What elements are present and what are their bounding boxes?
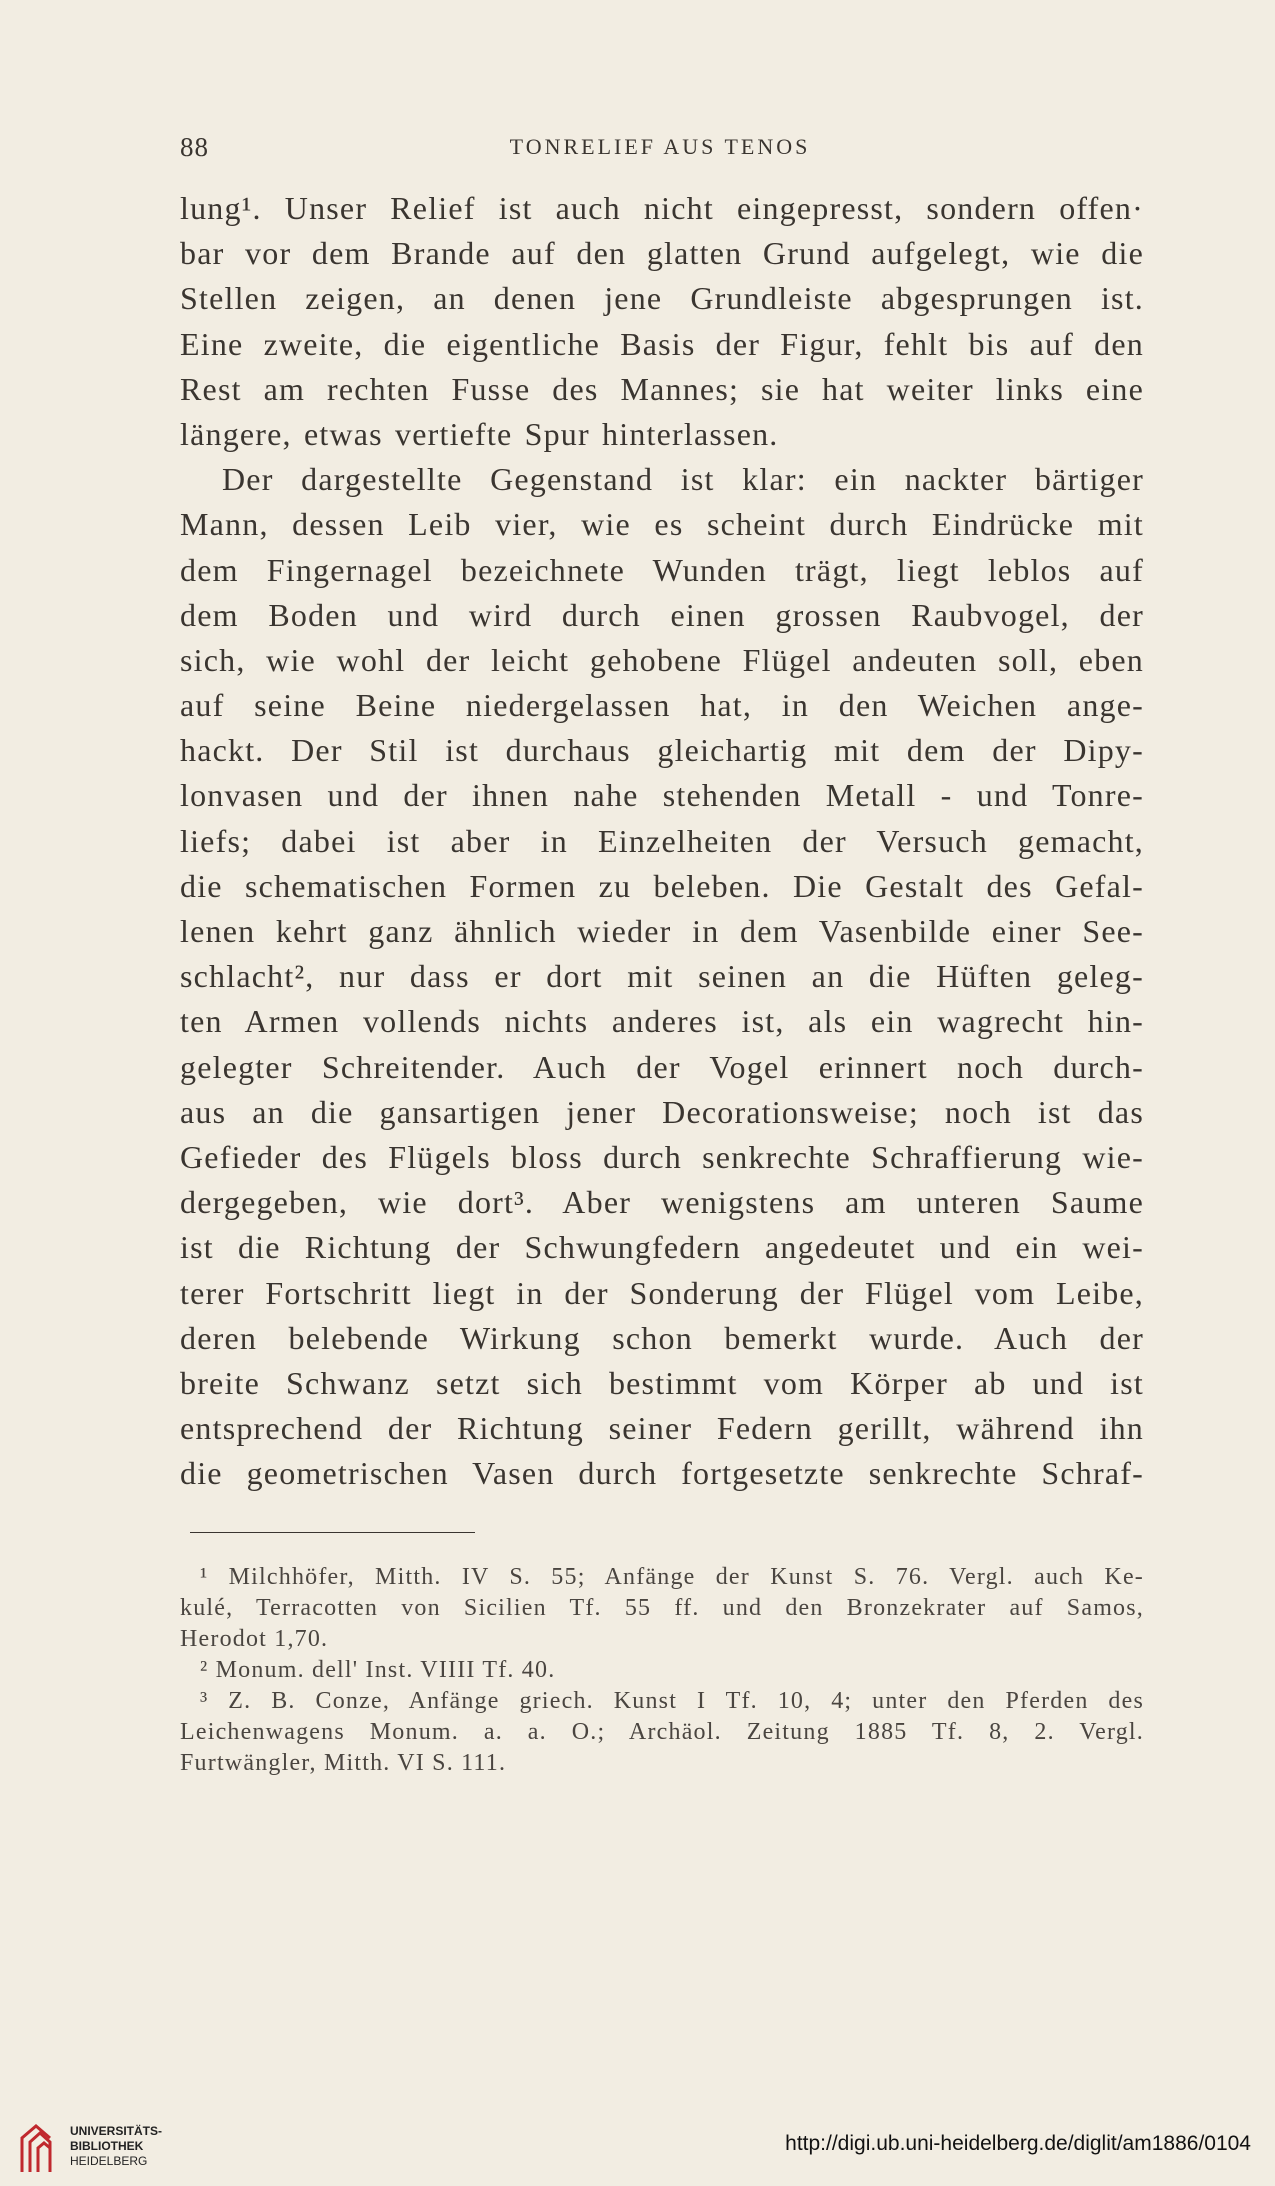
text-line: gelegter Schreitender. Auch der Vogel erinnert noch durch- [180,1048,1144,1085]
page-header [180,132,1140,172]
text-line: die schematischen Formen zu beleben. Die Gestalt des Gefal- [180,867,1144,904]
text-line: Eine zweite, die eigentliche Basis der Figur, fehlt bis auf den [180,325,1144,362]
text-line: Mann, dessen Leib vier, wie es scheint durch Eindrücke mit [180,506,1144,543]
page-number: 88 [180,132,209,162]
footnote-line: ¹ Milchhöfer, Mitth. IV S. 55; Anfänge der Kunst S. 76. Vergl. auch Ke- [200,1564,1144,1590]
text-line: Stellen zeigen, an denen jene Grundleiste abgesprungen ist. [180,280,1144,317]
text-line: aus an die gansartigen jener Decorationsweise; noch ist das [180,1093,1144,1130]
text-line: ist die Richtung der Schwungfedern angedeutet und ein wei- [180,1229,1144,1266]
footnote-line: Furtwängler, Mitth. VI S. 111. [180,1750,507,1776]
text-line: lenen kehrt ganz ähnlich wieder in dem Vasenbilde einer See- [180,913,1144,949]
source-url[interactable]: http://digi.ub.uni-heidelberg.de/diglit/am1886/0104 [785,2132,1251,2155]
text-line: lonvasen und der ihnen nahe stehenden Metall - und Tonre- [180,777,1144,814]
footnote-line: Leichenwagens Monum. a. a. O.; Archäol. Zeitung 1885 Tf. 8, 2. Vergl. [180,1719,1144,1745]
footnote-line: ² Monum. dell' Inst. VIIII Tf. 40. [200,1657,556,1683]
text-line: hackt. Der Stil ist durchaus gleichartig mit dem der Dipy- [180,732,1144,769]
text-line: längere, etwas vertiefte Spur hinterlassen. [180,415,779,452]
footnote-line: Herodot 1,70. [180,1626,329,1652]
text-line: die geometrischen Vasen durch fortgesetzte senkrechte Schraf- [180,1455,1144,1492]
footnote-divider [190,1532,475,1533]
footnotes [180,1562,1144,1779]
text-line: entsprechend der Richtung seiner Federn gerillt, während ihn [180,1410,1144,1447]
logo-line: UNIVERSITÄTS- [70,2124,163,2138]
text-line: liefs; dabei ist aber in Einzelheiten der Versuch gemacht, [180,822,1144,859]
footnote-line: ³ Z. B. Conze, Anfänge griech. Kunst I Tf. 10, 4; unter den Pferden des [200,1688,1144,1714]
logo-line: BIBLIOTHEK [70,2139,144,2153]
library-logo [14,2120,174,2174]
text-line: Rest am rechten Fusse des Mannes; sie hat weiter links eine [180,370,1144,407]
text-line: bar vor dem Brande auf den glatten Grund aufgelegt, wie die [180,235,1144,272]
text-line: auf seine Beine niedergelassen hat, in den Weichen ange- [180,687,1144,724]
text-line: dergegeben, wie dort³. Aber wenigstens am unteren Saume [180,1184,1144,1221]
text-line: Gefieder des Flügels bloss durch senkrechte Schraffierung wie- [180,1138,1144,1175]
text-line: sich, wie wohl der leicht gehobene Flügel andeuten soll, eben [180,641,1144,678]
text-line: terer Fortschritt liegt in der Sonderung der Flügel vom Leibe, [180,1274,1144,1311]
text-line: deren belebende Wirkung schon bemerkt wurde. Auch der [180,1319,1144,1356]
text-line: schlacht², nur dass er dort mit seinen an die Hüften geleg- [180,958,1144,995]
text-line: ten Armen vollends nichts anderes ist, als ein wagrecht hin- [180,1003,1144,1040]
logo-line: HEIDELBERG [70,2154,148,2168]
footnote-line: kulé, Terracotten von Sicilien Tf. 55 ff. und den Bronzekrater auf Samos, [180,1595,1144,1621]
text-line: dem Boden und wird durch einen grossen Raubvogel, der [180,596,1144,633]
running-title: TONRELIEF AUS TENOS [509,134,811,159]
text-line: breite Schwanz setzt sich bestimmt vom Körper ab und ist [180,1364,1144,1401]
text-line: lung¹. Unser Relief ist auch nicht eingepresst, sondern offen· [180,190,1144,226]
text-line: Der dargestellte Gegenstand ist klar: ein nackter bärtiger [222,461,1144,498]
text-line: dem Fingernagel bezeichnete Wunden trägt, liegt leblos auf [180,551,1144,588]
library-logo-icon [14,2120,62,2174]
body-text [180,186,1144,1496]
